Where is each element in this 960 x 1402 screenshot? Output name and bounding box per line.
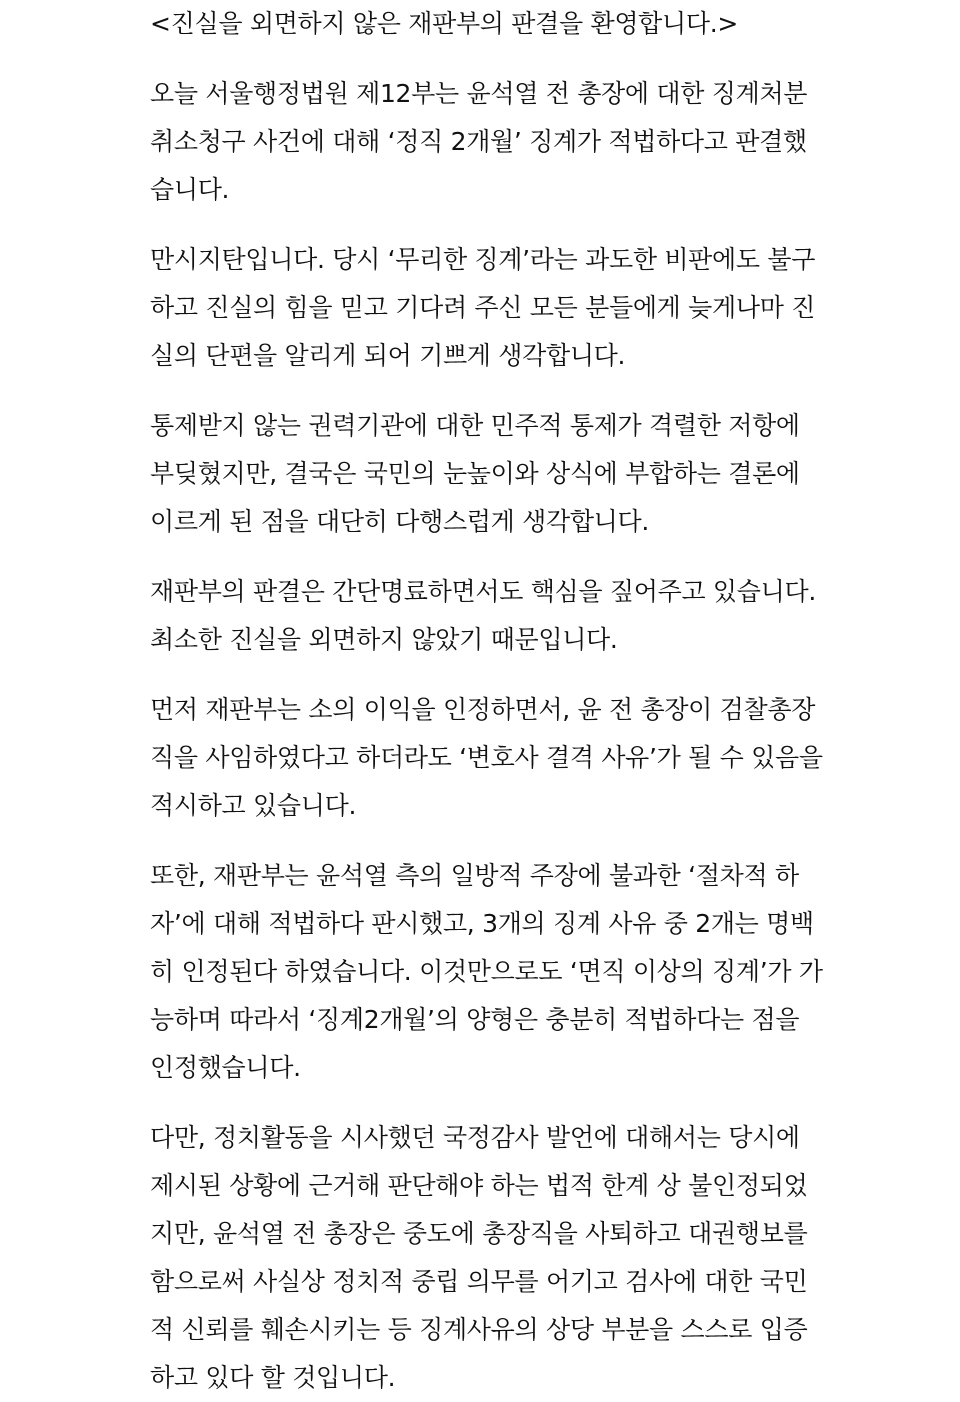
text-line: 습니다. [150,175,230,204]
text-line: 적시하고 있습니다. [150,791,357,820]
paragraph-gap [150,380,830,402]
text-line: 적 신뢰를 훼손시키는 등 징계사유의 상당 부분을 스스로 입증 [150,1315,808,1344]
text-line: 실의 단편을 알리게 되어 기쁘게 생각합니다. [150,341,626,370]
paragraph-4 [150,568,830,664]
paragraph-2 [150,236,830,380]
paragraph-7 [150,1114,830,1402]
paragraph-1 [150,70,830,214]
text-line: 부딪혔지만, 결국은 국민의 눈높이와 상식에 부합하는 결론에 [150,459,800,488]
text-line: 제시된 상황에 근거해 판단해야 하는 법적 한계 상 불인정되었 [150,1171,808,1200]
text-line: 능하며 따라서 ‘징계2개월’의 양형은 충분히 적법하다는 점을 [150,1005,800,1034]
text-line: 지만, 윤석열 전 총장은 중도에 총장직을 사퇴하고 대권행보를 [150,1219,808,1248]
paragraph-gap [150,48,830,70]
paragraph-gap [150,546,830,568]
text-line: 자’에 대해 적법하다 판시했고, 3개의 징계 사유 중 2개는 명백 [150,909,814,938]
text-line: 함으로써 사실상 정치적 중립 의무를 어기고 검사에 대한 국민 [150,1267,808,1296]
paragraph-gap [150,1092,830,1114]
text-line: 오늘 서울행정법원 제12부는 윤석열 전 총장에 대한 징계처분 [150,79,808,108]
document-body [150,0,830,1402]
paragraph-gap [150,830,830,852]
text-line: 다만, 정치활동을 시사했던 국정감사 발언에 대해서는 당시에 [150,1123,800,1152]
text-line: 인정했습니다. [150,1053,301,1082]
text-line: 만시지탄입니다. 당시 ‘무리한 징계’라는 과도한 비판에도 불구 [150,245,816,274]
paragraph-gap [150,664,830,686]
text-line: 또한, 재판부는 윤석열 측의 일방적 주장에 불과한 ‘절차적 하 [150,861,799,890]
text-line: 통제받지 않는 권력기관에 대한 민주적 통제가 격렬한 저항에 [150,411,800,440]
text-line: 직을 사임하였다고 하더라도 ‘변호사 결격 사유’가 될 수 있음을 [150,743,823,772]
text-line: 최소한 진실을 외면하지 않았기 때문입니다. [150,625,618,654]
text-line: 재판부의 판결은 간단명료하면서도 핵심을 짚어주고 있습니다. [150,577,816,606]
document-title: <진실을 외면하지 않은 재판부의 판결을 환영합니다.> [150,9,739,38]
paragraph-gap [150,214,830,236]
text-line: 하고 있다 할 것입니다. [150,1363,396,1392]
text-line: 먼저 재판부는 소의 이익을 인정하면서, 윤 전 총장이 검찰총장 [150,695,816,724]
text-line: 취소청구 사건에 대해 ‘정직 2개월’ 징계가 적법하다고 판결했 [150,127,807,156]
paragraph-3 [150,402,830,546]
paragraph-6 [150,852,830,1092]
text-line: 하고 진실의 힘을 믿고 기다려 주신 모든 분들에게 늦게나마 진 [150,293,816,322]
paragraph-5 [150,686,830,830]
text-line: 히 인정된다 하였습니다. 이것만으로도 ‘면직 이상의 징계’가 가 [150,957,823,986]
text-line: 이르게 된 점을 대단히 다행스럽게 생각합니다. [150,507,650,536]
